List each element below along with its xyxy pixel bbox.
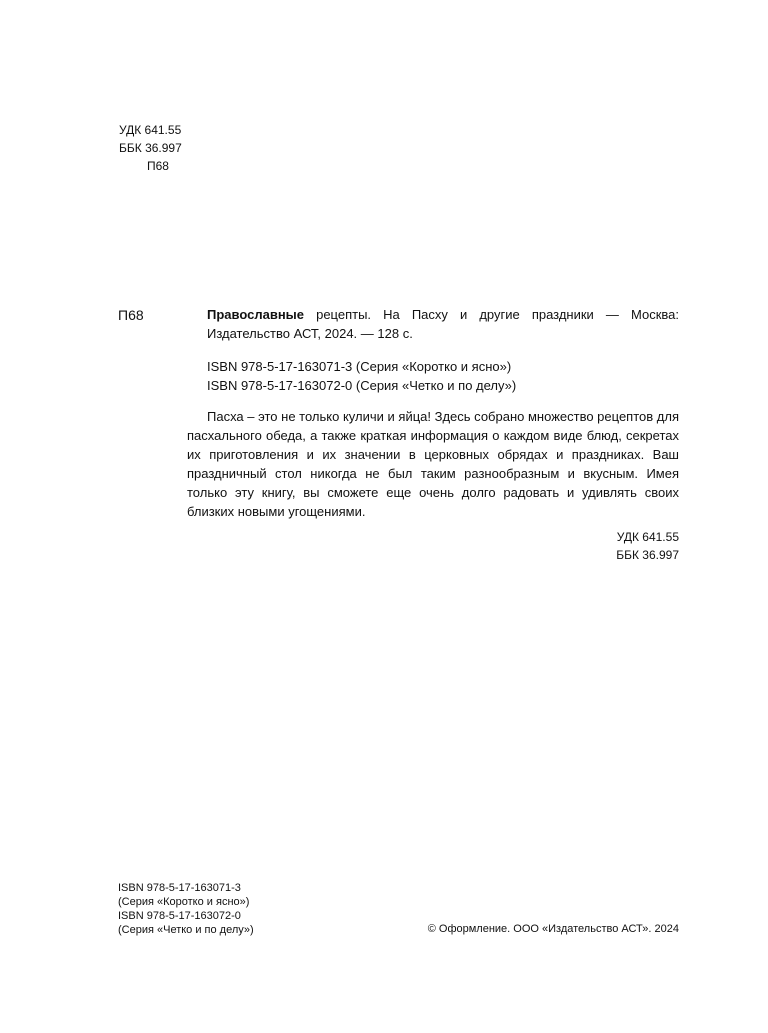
bibliographic-entry xyxy=(207,305,679,343)
bottom-isbn-1: ISBN 978-5-17-163071-3 xyxy=(118,882,241,894)
udk-code: УДК 641.55 xyxy=(119,123,182,137)
bottom-isbn-block xyxy=(118,881,254,937)
isbn-list xyxy=(207,357,516,395)
bbk-code: ББК 36.997 xyxy=(119,141,182,155)
bbk-code-right: ББК 36.997 xyxy=(616,548,679,562)
annotation xyxy=(187,407,679,521)
isbn-line: ISBN 978-5-17-163071-3 (Серия «Коротко и ясно») xyxy=(207,359,512,374)
top-classification-block xyxy=(119,121,182,175)
isbn-line: ISBN 978-5-17-163072-0 (Серия «Четко и по делу») xyxy=(207,378,517,393)
bottom-series-2: (Серия «Четко и по делу») xyxy=(118,924,254,936)
bottom-isbn-2: ISBN 978-5-17-163072-0 xyxy=(118,910,241,922)
entry-title-bold: Православные xyxy=(207,307,304,322)
entry-description: рецепты. На Пасху и другие праздники — Москва: Издательство АСТ, 2024. — 128 с. xyxy=(207,307,679,341)
bottom-series-1: (Серия «Коротко и ясно») xyxy=(118,896,250,908)
right-classification-block xyxy=(560,528,679,564)
annotation-text: Пасха – это не только куличи и яйца! Здесь собрано множество рецептов для пасхального обеда, а также краткая информация о каждом виде блюд, секретах их приготовления и их значении в церковных обрядах и праздниках. Ваш праздничный стол никогда не был таким разнообразным и вкусным. Имея только эту книгу, вы сможете еще очень долго радовать и удивлять своих близких новыми угощениями. xyxy=(187,409,679,519)
udk-code-right: УДК 641.55 xyxy=(616,530,679,544)
author-mark: П68 xyxy=(147,159,169,173)
copyright-line: © Оформление. ООО «Издательство АСТ». 2024 xyxy=(427,923,679,935)
entry-author-mark: П68 xyxy=(118,307,144,323)
